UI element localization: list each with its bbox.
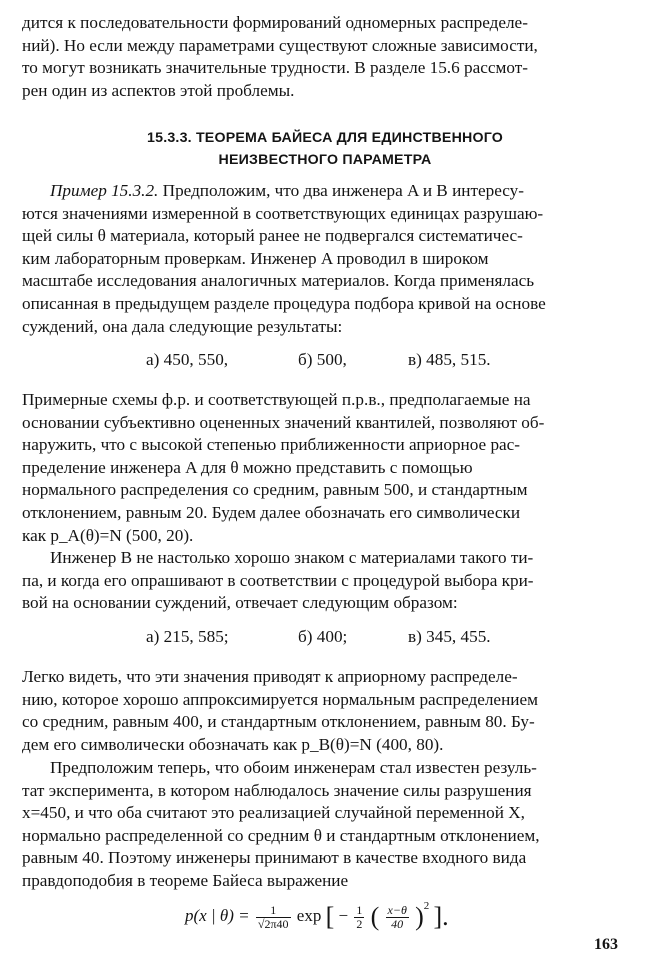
standardized-fraction	[386, 904, 409, 931]
text-line: па, и когда его опрашивают в соответствии с процедурой выбора кри-	[22, 570, 534, 590]
text-line: Предположим, что два инженера A и B интересу-	[158, 181, 524, 200]
result-c: в) 345, 455.	[408, 627, 491, 646]
result-b: б) 500,	[298, 350, 347, 369]
text-line: щей силы θ материала, который ранее не подвергался систематичес-	[22, 226, 523, 246]
coefficient-fraction	[256, 904, 291, 931]
text-line: ким лабораторным проверкам. Инженер A проводил в широком	[22, 248, 489, 268]
text-line: Легко видеть, что эти значения приводят к априорному распределе-	[22, 667, 518, 686]
close-bracket: ].	[433, 901, 449, 931]
fraction-denominator: 40	[391, 916, 404, 931]
minus-sign: −	[338, 906, 349, 925]
text-line: нормально распределенной со средним θ и стандартным отклонением,	[22, 825, 540, 845]
experiment-paragraph	[22, 757, 626, 893]
formula-lhs: p(x | θ) =	[185, 906, 250, 925]
engineer-b-results	[0, 626, 650, 650]
text-line: Предположим теперь, что обоим инженерам стал известен резуль-	[50, 758, 537, 777]
top-paragraph	[22, 12, 626, 102]
exp-function: exp	[296, 906, 322, 925]
text-line: Примерные схемы ф.р. и соответствующей п.р.в., предполагаемые на	[22, 390, 531, 409]
text-line: наружить, что с высокой степенью приближенности априорное рас-	[22, 435, 521, 455]
prior-b-paragraph	[22, 666, 626, 756]
text-line: равным 40. Поэтому инженеры принимают в качестве входного вида	[22, 848, 527, 868]
example-label: Пример 15.3.2.	[50, 181, 159, 200]
text-line: тат эксперимента, в котором наблюдалось значение силы разрушения	[22, 780, 532, 800]
fraction-numerator: x−θ	[387, 902, 407, 917]
text-line: суждений, она дала следующие результаты:	[22, 316, 343, 336]
section-heading	[0, 127, 650, 171]
likelihood-formula	[185, 895, 485, 935]
text-line: дем его символически обозначать как p_B(θ)=N (400, 80).	[22, 734, 444, 754]
result-c: в) 485, 515.	[408, 350, 491, 369]
engineer-b-paragraph	[22, 547, 626, 615]
text-line: дится к последовательности формирований одномерных распределе-	[22, 13, 528, 32]
fraction-numerator: 1	[356, 902, 363, 917]
text-line: описанная в предыдущем разделе процедура подбора кривой на основе	[22, 293, 546, 313]
example-paragraph	[22, 180, 626, 338]
fraction-numerator: 1	[256, 904, 291, 918]
prior-a-paragraph	[22, 389, 626, 547]
text-line: отклонением, равным 20. Будем далее обозначать его символически	[22, 502, 521, 522]
text-line: нормального распределения со средним, равным 500, и стандартным	[22, 480, 528, 500]
engineer-a-results	[0, 349, 650, 373]
result-a: а) 215, 585;	[146, 627, 229, 646]
text-line: Инженер B не настолько хорошо знаком с материалами такого ти-	[50, 548, 534, 567]
open-paren: (	[370, 901, 380, 931]
text-line: со средним, равным 400, и стандартным отклонением, равным 80. Бу-	[22, 712, 535, 732]
section-heading-line: НЕИЗВЕСТНОГО ПАРАМЕТРА	[218, 152, 432, 168]
section-heading-line: 15.3.3. ТЕОРЕМА БАЙЕСА ДЛЯ ЕДИНСТВЕННОГО	[147, 130, 503, 146]
result-a: а) 450, 550,	[146, 350, 229, 369]
half-fraction	[354, 904, 364, 931]
text-line: ются значениями измеренной в соответствующих единицах разрушаю-	[22, 203, 544, 223]
text-line: основании субъективно оцененных значений квантилей, позволяют об-	[22, 412, 545, 432]
page-number: 163	[594, 936, 618, 953]
text-line: правдоподобия в теореме Байеса выражение	[22, 870, 349, 890]
close-paren: )	[415, 901, 424, 931]
text-line: вой на основании суждений, отвечает следующим образом:	[22, 593, 458, 613]
open-bracket: [	[325, 901, 335, 931]
text-line: нию, которое хорошо аппроксимируется нормальным распределением	[22, 689, 538, 709]
text-line: пределение инженера A для θ можно представить с помощью	[22, 457, 473, 477]
text-line: ний). Но если между параметрами существуют сложные зависимости,	[22, 35, 538, 55]
square-exponent: 2	[423, 900, 430, 912]
fraction-denominator: √2π40	[257, 916, 289, 931]
fraction-denominator: 2	[356, 916, 363, 931]
text-line: рен один из аспектов этой проблемы.	[22, 80, 295, 100]
text-line: масштабе исследования аналогичных материалов. Когда применялась	[22, 271, 535, 291]
text-line: как p_A(θ)=N (500, 20).	[22, 525, 194, 545]
result-b: б) 400;	[298, 627, 348, 646]
text-line: x=450, и что оба считают это реализацией случайной переменной X,	[22, 803, 525, 823]
text-line: то могут возникать значительные трудности. В разделе 15.6 рассмот-	[22, 58, 528, 78]
